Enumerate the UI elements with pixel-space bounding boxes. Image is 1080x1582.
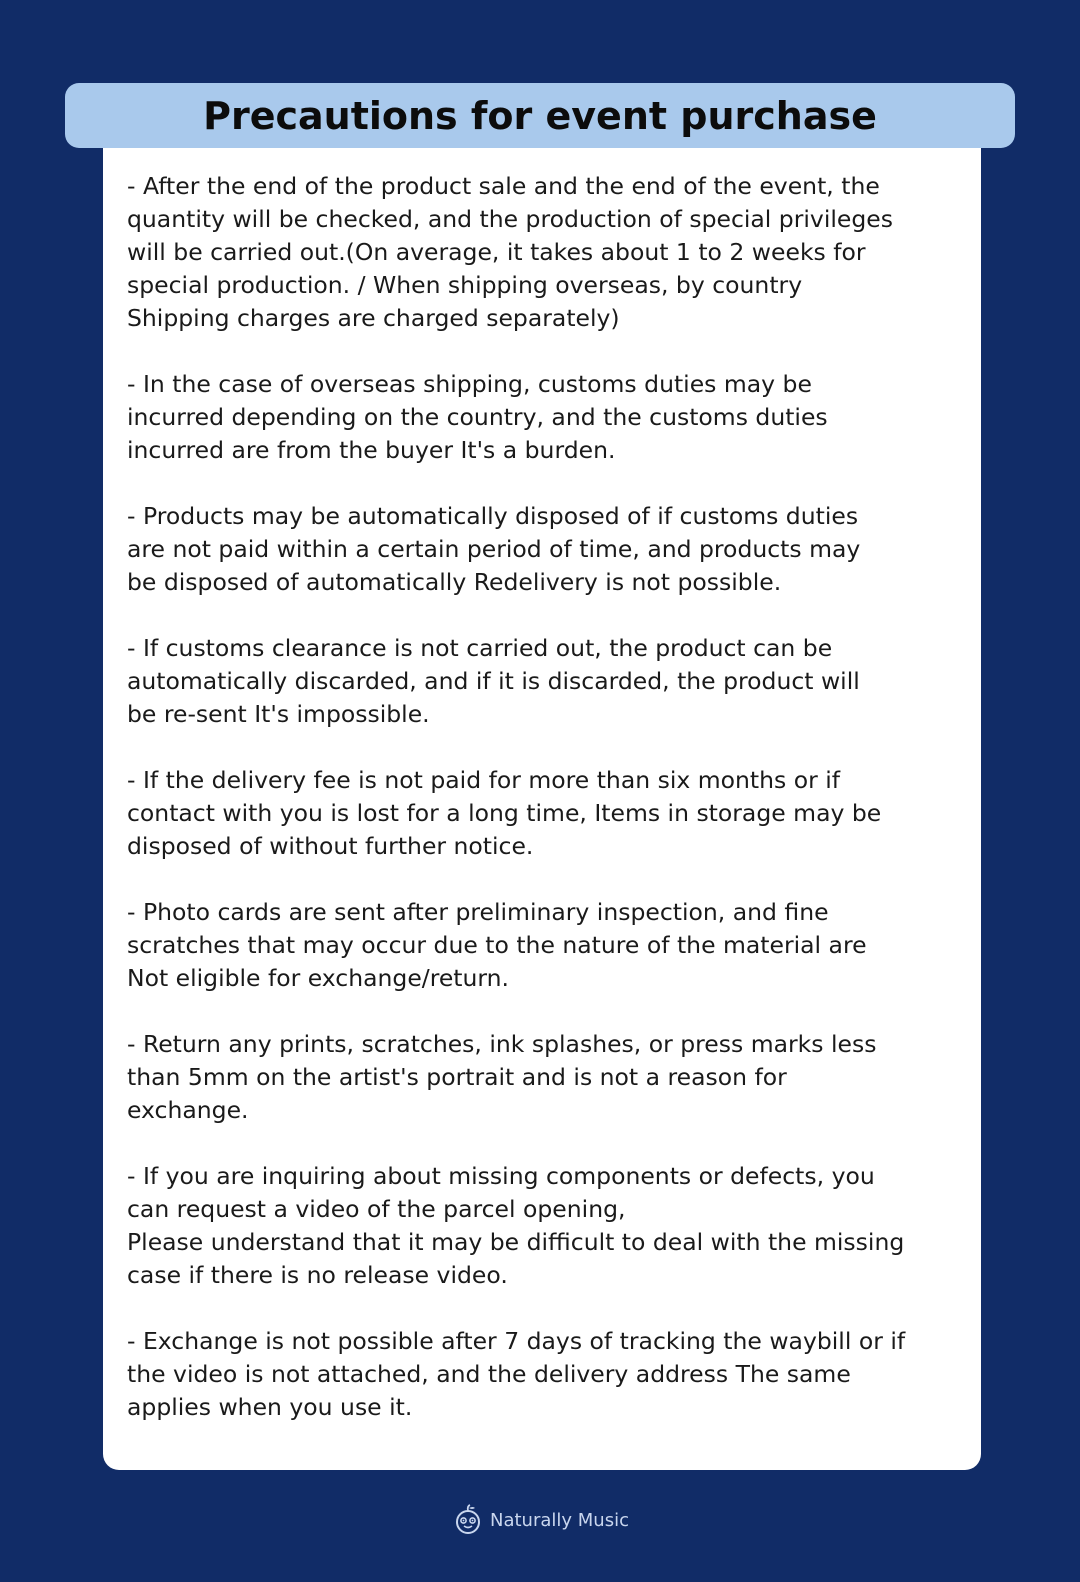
notice-paragraph: - Return any prints, scratches, ink splashes, or press marks less than 5mm on the artist's portrait and is not a reason for exchange. (127, 1030, 877, 1124)
brand-mascot-icon (451, 1503, 485, 1537)
notice-paragraph: - If customs clearance is not carried out, the product can be automatically discarded, and if it is discarded, the product will be re-sent It's impossible. (127, 634, 860, 728)
page-title: Precautions for event purchase (203, 93, 877, 138)
brand-name: Naturally Music (490, 1509, 629, 1531)
notice-body (127, 170, 979, 1457)
notice-paragraph: - If the delivery fee is not paid for more than six months or if contact with you is lost for a long time, Items in storage may be disposed of without further notice. (127, 766, 882, 860)
title-bar (65, 83, 1015, 148)
notice-paragraph: - Exchange is not possible after 7 days of tracking the waybill or if the video is not attached, and the delivery address The same applies when you use it. (127, 1327, 906, 1421)
notice-paragraph: - In the case of overseas shipping, customs duties may be incurred depending on the country, and the customs duties incurred are from the buyer It's a burden. (127, 370, 828, 464)
notice-paragraph: - After the end of the product sale and the end of the event, the quantity will be checked, and the production of special privileges will be carried out.(On average, it takes about 1 to 2 weeks for special production. / When shipping overseas, by country Shipping charges are charged separately) (127, 172, 893, 332)
notice-paragraph: - Photo cards are sent after preliminary inspection, and fine scratches that may occur due to the nature of the material are Not eligible for exchange/return. (127, 898, 867, 992)
notice-paragraph: - If you are inquiring about missing components or defects, you can request a video of the parcel opening, Please understand that it may be difficult to deal with the missing case if there is no release video. (127, 1162, 905, 1289)
footer-logo (0, 1503, 1080, 1537)
notice-paragraph: - Products may be automatically disposed of if customs duties are not paid within a certain period of time, and products may be disposed of automatically Redelivery is not possible. (127, 502, 861, 596)
